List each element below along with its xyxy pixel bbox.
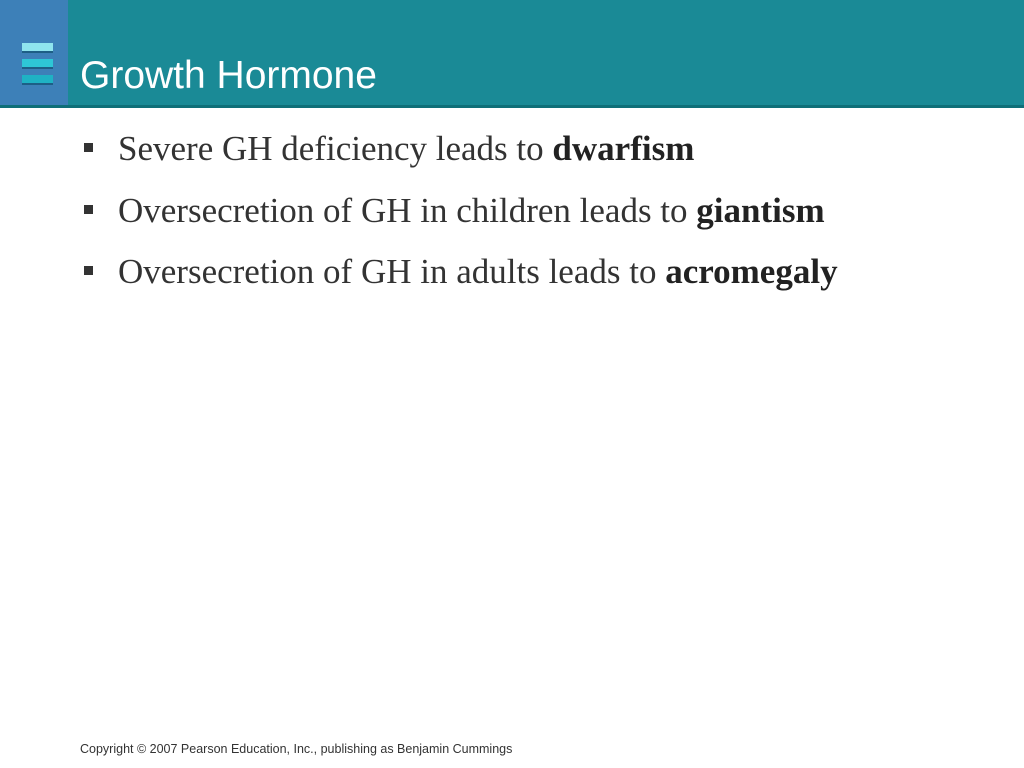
- bullet-text: [118, 187, 825, 235]
- square-bullet-icon: [84, 143, 93, 152]
- logo-bar-middle: [22, 59, 53, 69]
- bullet-text: [118, 125, 694, 173]
- slide-title: Growth Hormone: [80, 54, 377, 97]
- bullet-text: [118, 248, 838, 296]
- bullet-emphasis: giantism: [696, 190, 825, 230]
- copyright-footer: Copyright © 2007 Pearson Education, Inc., publishing as Benjamin Cummings: [80, 742, 513, 756]
- logo-block: [0, 0, 68, 105]
- bullet-emphasis: acromegaly: [665, 252, 838, 291]
- bullet-emphasis: dwarfism: [552, 129, 695, 168]
- title-bar-rule: [0, 105, 1024, 108]
- square-bullet-icon: [84, 205, 93, 214]
- square-bullet-icon: [84, 266, 93, 275]
- bullet-prefix: Severe GH deficiency leads to: [118, 129, 553, 168]
- logo-bar-bottom: [22, 75, 53, 85]
- bullet-prefix: Oversecretion of GH in children leads to: [118, 190, 697, 230]
- bullet-prefix: Oversecretion of GH in adults leads to: [118, 252, 666, 291]
- logo-bar-top: [22, 43, 53, 53]
